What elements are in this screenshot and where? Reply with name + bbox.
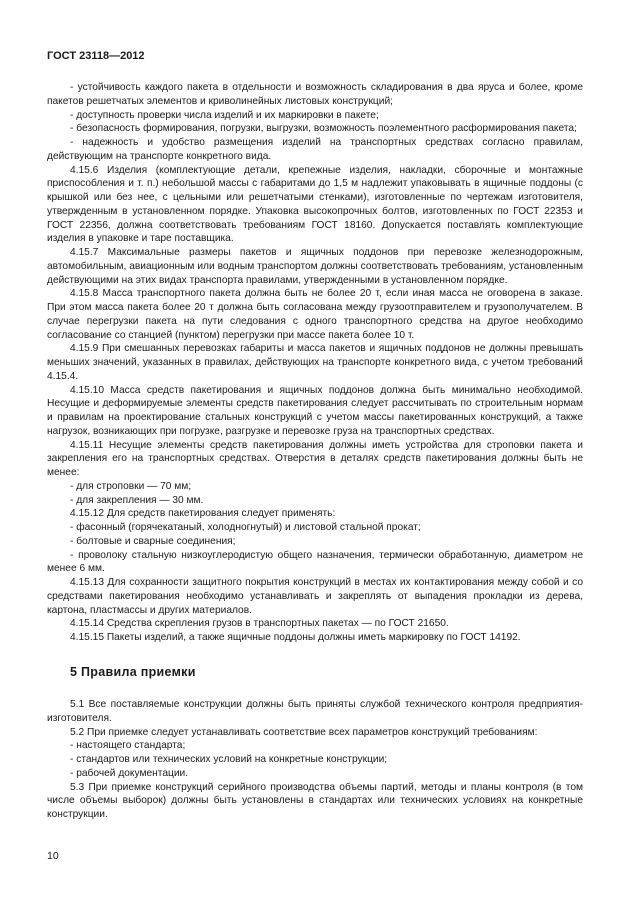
- list-item: - для закрепления — 30 мм.: [70, 494, 204, 506]
- paragraph: 4.15.7 Максимальные размеры пакетов и ящичных поддонов при перевозке железнодорожным, автомобильным, авиационным или водным транспортом должны соответствовать требованиям, установленным действующими на этих видах транспорта правилами, утвержденными в установленном порядке.: [47, 247, 583, 286]
- paragraph: 4.15.15 Пакеты изделий, а также ящичные поддоны должны иметь маркировку по ГОСТ 14192.: [70, 632, 521, 643]
- list-item: - стандартов или технических условий на конкретные конструкции;: [70, 754, 388, 765]
- paragraph: 5.2 При приемке следует устанавливать соответствие всех параметров конструкций требованиям:: [70, 726, 538, 738]
- paragraph: - доступность проверки числа изделий и их маркировки в пакете;: [70, 109, 379, 121]
- section-heading: 5 Правила приемки: [70, 665, 196, 679]
- list-item: - болтовые и сварные соединения;: [70, 535, 236, 547]
- paragraph: 4.15.11 Несущие элементы средств пакетирования должны иметь устройства для строповки пакета и закрепления его на транспортных средствах. Отверстия в деталях средств пакетирования должны быть не менее:: [47, 439, 583, 478]
- paragraph: 4.15.8 Масса транспортного пакета должна быть не более 20 т, если иная масса не оговорена в заказе. При этом масса пакета более 20 т должна быть согласована между грузоотправителем и грузополучателем. В случае перегрузки пакета на пути следования с одного транспортного средства на другое необходимо согласование со станцией (пунктом) перегрузки при массе пакета более 10 т.: [47, 288, 583, 341]
- paragraph: 4.15.10 Масса средств пакетирования и ящичных поддонов должна быть минимально необходимой. Несущие и деформируемые элементы средств пакетирования следует рассчитывать по строительным нормам и правилам на проектирование стальных конструкций с учетом массы пакетированных конструкций, а также нагрузок, возникающих при погрузке, разгрузке и перевозке груза на транспортных средствах.: [47, 384, 583, 437]
- paragraph: 5.3 При приемке конструкций серийного производства объемы партий, методы и планы контроля (в том числе объемы выборок) должны быть установлены в стандартах или технических условиях на конкретные конструкции.: [47, 781, 583, 820]
- paragraph: 5.1 Все поставляемые конструкции должны быть приняты службой технического контроля предприятия-изготовителя.: [47, 699, 583, 724]
- list-item: - проволоку стальную низкоуглеродистую общего назначения, термически обработанную, диаметром не менее 6 мм.: [47, 549, 583, 575]
- section-4-body: [47, 81, 583, 645]
- list-item: - настоящего стандарта;: [70, 740, 186, 752]
- paragraph: - устойчивость каждого пакета в отдельности и возможность складирования в два яруса и более, кроме пакетов решетчатых элементов и криволинейных листовых конструкций;: [47, 82, 583, 107]
- list-item: - фасонный (горячекатаный, холодногнутый) и листовой стальной прокат;: [70, 522, 421, 533]
- document-header: ГОСТ 23118—2012: [47, 50, 145, 62]
- section-5-body: [47, 698, 583, 822]
- page-number: 10: [47, 850, 59, 862]
- paragraph: - безопасность формирования, погрузки, выгрузки, возможность поэлементного расформирования пакета;: [70, 123, 577, 135]
- list-item: - рабочей документации.: [70, 767, 189, 779]
- paragraph: 4.15.14 Средства скрепления грузов в транспортных пакетах — по ГОСТ 21650.: [70, 618, 449, 630]
- paragraph: 4.15.6 Изделия (комплектующие детали, крепежные изделия, накладки, сборочные и монтажные приспособления и т. п.) небольшой массы с габаритами до 1,5 м надлежит упаковывать в ящичные поддоны (с крышкой или без нее, с цельными или решетчатыми стенками), изготовленные по чертежам изготовителя, утвержденным в установленном порядке. Упаковка высокопрочных болтов, изготовленных по ГОСТ 22353 и ГОСТ 22356, должна соответствовать требованиям ГОСТ 18160. Допускается поставлять комплектующие изделия в упаковке и таре поставщика.: [47, 164, 583, 245]
- list-item: - для строповки — 70 мм;: [70, 480, 192, 492]
- paragraph: 4.15.9 При смешанных перевозках габариты и масса пакетов и ящичных поддонов не должны превышать меньших значений, указанных в правилах, действующих на транспорте конкретного вида, с учетом требований 4.15.4.: [47, 343, 583, 382]
- paragraph: 4.15.12 Для средств пакетирования следует применять:: [70, 508, 336, 520]
- paragraph: 4.15.13 Для сохранности защитного покрытия конструкций в местах их контактирования между собой и со средствами пакетирования необходимо устанавливать и закреплять от выпадения прокладки из дерева, картона, пластмассы и других материалов.: [47, 577, 583, 616]
- paragraph: - надежность и удобство размещения изделий на транспортных средствах согласно правилам, действующим на транспорте конкретного вида.: [47, 137, 583, 162]
